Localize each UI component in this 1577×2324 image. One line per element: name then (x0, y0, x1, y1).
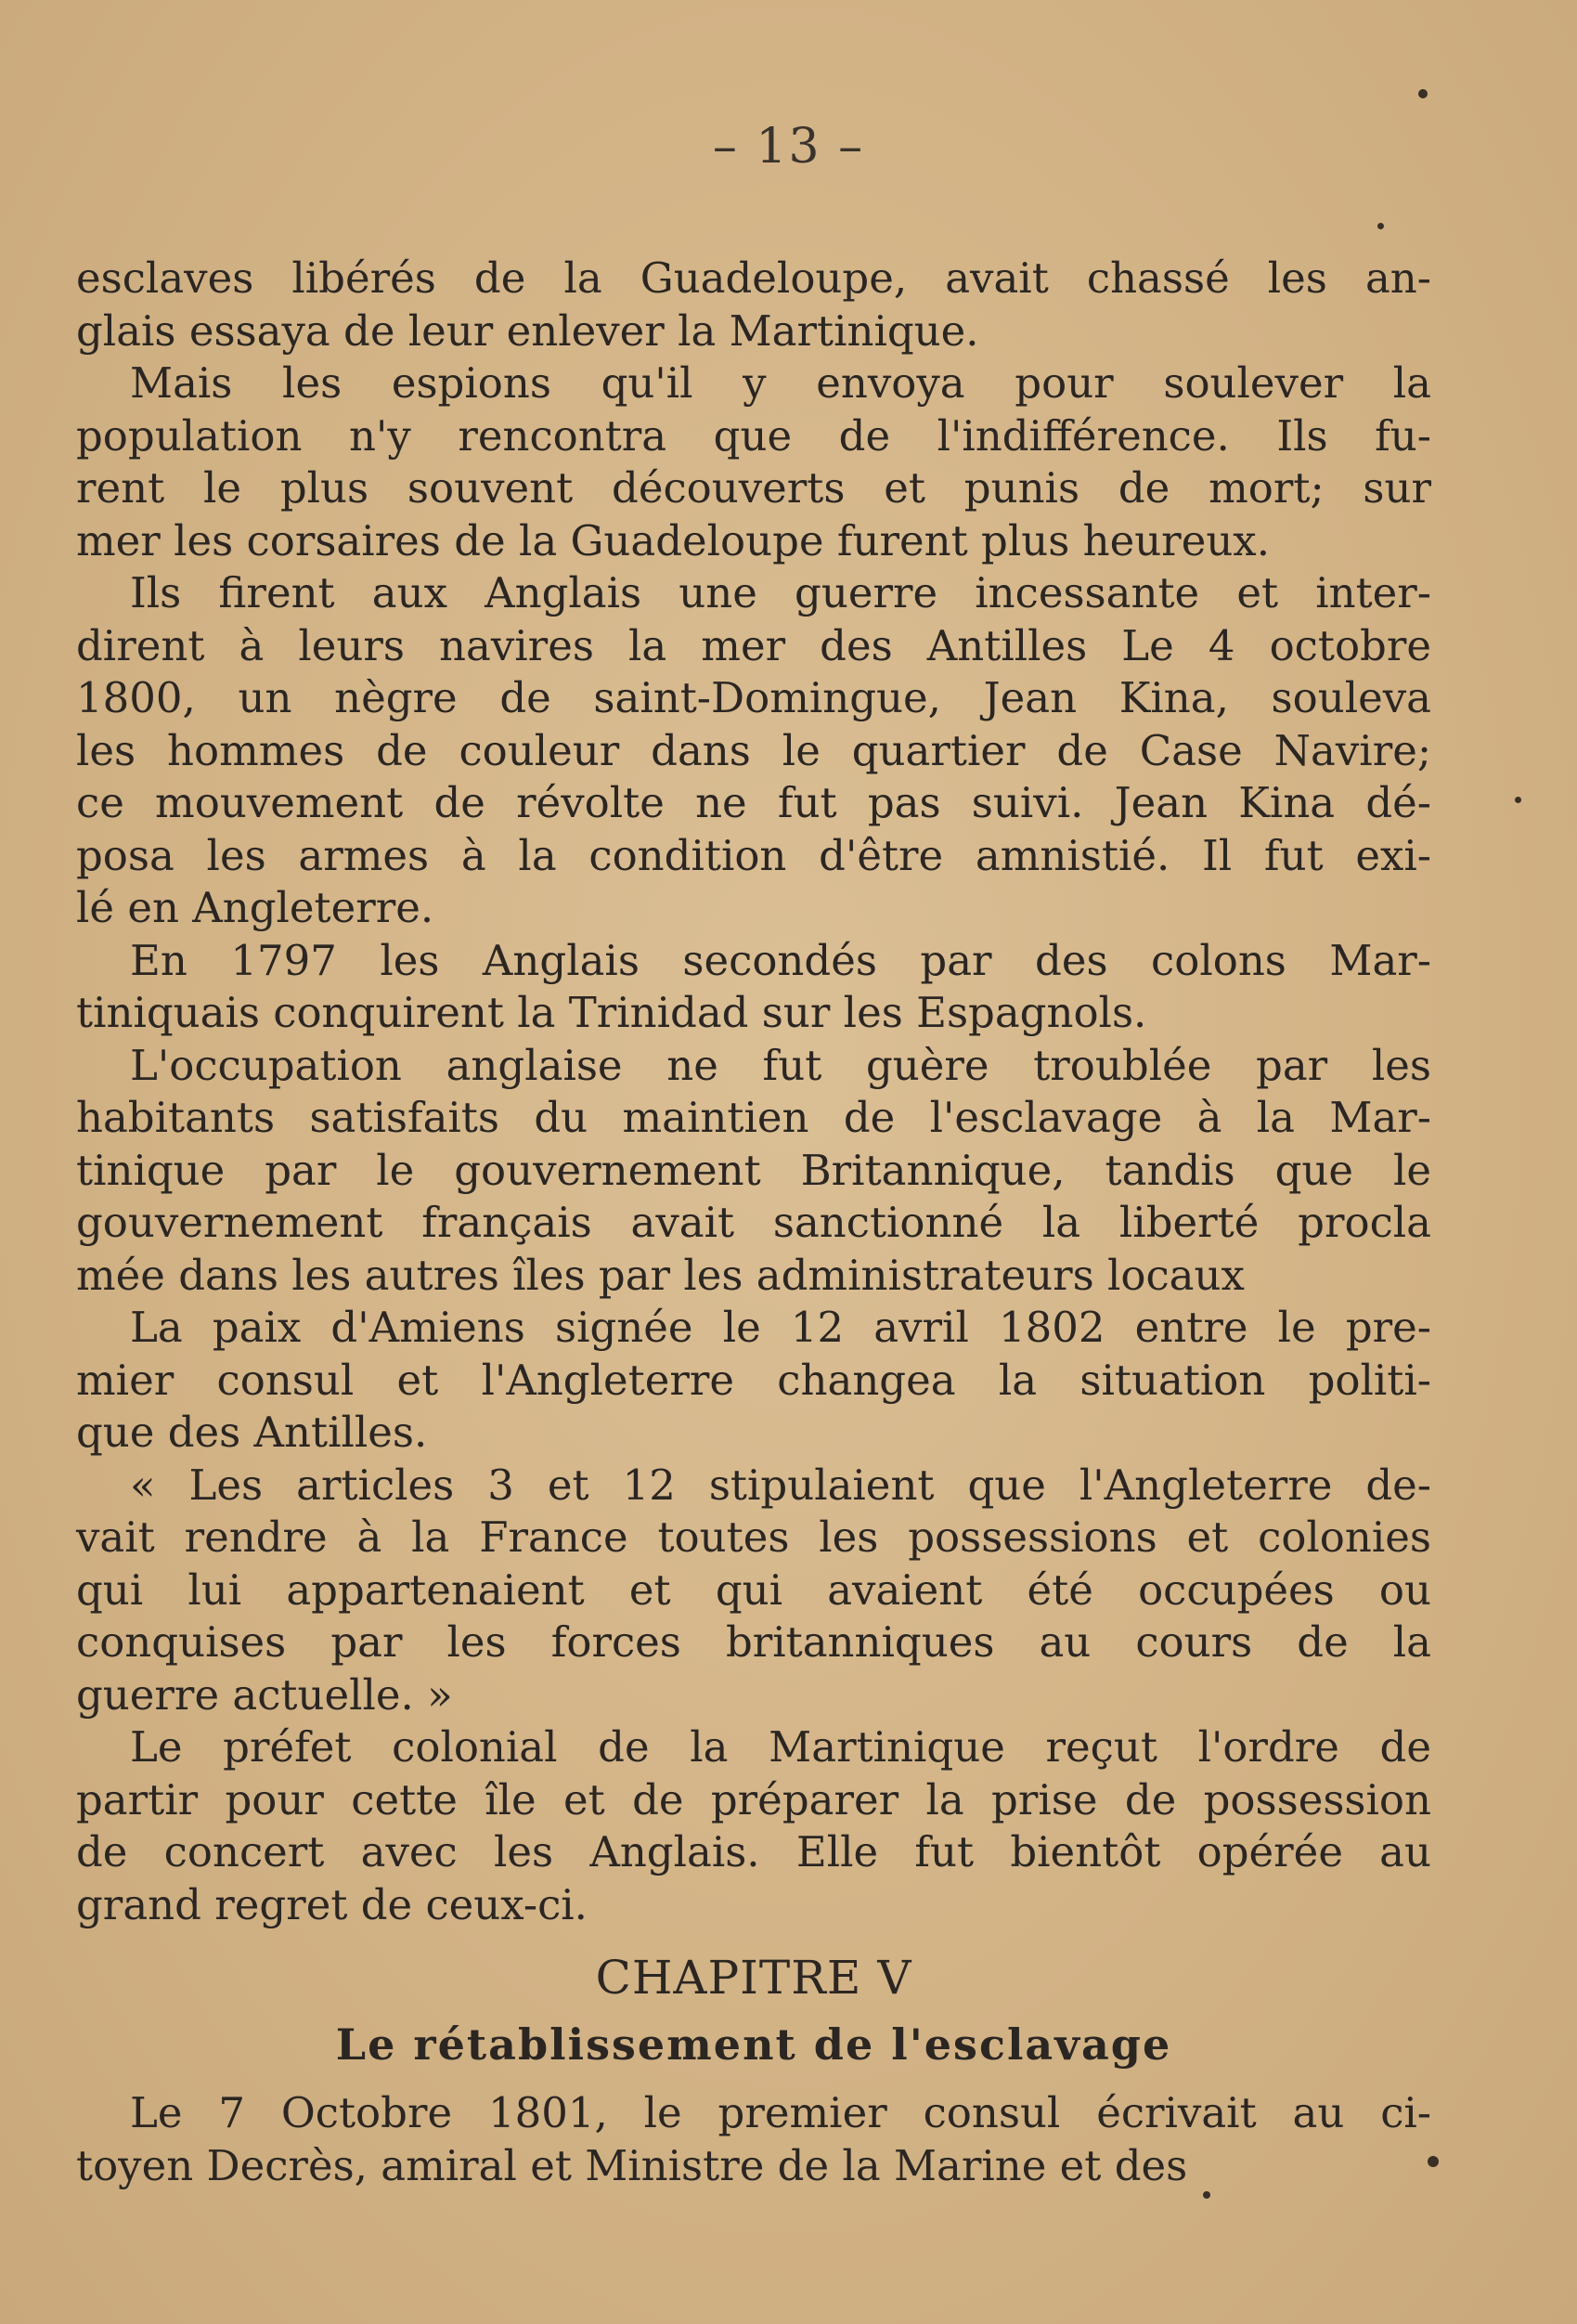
text-line: tinique par le gouvernement Britannique, tandis que le (76, 1145, 1431, 1195)
paragraph (76, 2087, 1431, 2192)
text-line: population n'y rencontra que de l'indifférence. Ils fu- (76, 410, 1431, 461)
text-line: lé en Angleterre. (76, 883, 434, 932)
text-line: esclaves libérés de la Guadeloupe, avait chassé les an- (76, 253, 1431, 303)
text-line: Le préfet colonial de la Martinique reçut l'ordre de (130, 1722, 1431, 1772)
text-line: « Les articles 3 et 12 stipulaient que l'Angleterre de- (130, 1460, 1431, 1510)
text-line: de concert avec les Anglais. Elle fut bientôt opérée au (76, 1827, 1431, 1876)
print-speck (1418, 89, 1428, 98)
text-line: Mais les espions qu'il y envoya pour soulever la (130, 358, 1431, 408)
text-line: posa les armes à la condition d'être amnistié. Il fut exi- (76, 830, 1431, 880)
text-line: grand regret de ceux-ci. (76, 1879, 588, 1929)
text-line: En 1797 les Anglais secondés par des colons Mar- (130, 935, 1431, 985)
text-line: habitants satisfaits du maintien de l'esclavage à la Mar- (76, 1093, 1431, 1142)
paragraph (76, 253, 1431, 357)
print-speck (1515, 797, 1521, 803)
text-line: dirent à leurs navires la mer des Antilles Le 4 octobre (76, 620, 1431, 670)
text-line: glais essaya de leur enlever la Martinique. (76, 305, 979, 356)
text-line: gouvernement français avait sanctionné la liberté procla (76, 1198, 1431, 1247)
print-speck (1203, 2191, 1210, 2199)
text-line: mer les corsaires de la Guadeloupe furent plus heureux. (76, 515, 1270, 565)
text-line: mier consul et l'Angleterre changea la situation politi- (76, 1355, 1431, 1405)
text-line: La paix d'Amiens signée le 12 avril 1802 entre le pre- (130, 1303, 1431, 1352)
text-line: tiniquais conquirent la Trinidad sur les Espagnols. (76, 988, 1147, 1037)
print-speck (1428, 2156, 1439, 2167)
paragraph (76, 935, 1431, 1040)
text-line: ce mouvement de révolte ne fut pas suivi. Jean Kina dé- (76, 778, 1431, 827)
chapter-title: Le rétablissement de l'esclavage (335, 2019, 1172, 2070)
chapter-number: CHAPITRE V (595, 1951, 912, 2005)
text-line: les hommes de couleur dans le quartier de Case Navire; (76, 725, 1431, 775)
paragraphs-before-chapter (76, 253, 1431, 1931)
print-speck (1377, 223, 1384, 229)
text-line: mée dans les autres îles par les administrateurs locaux (76, 1250, 1245, 1300)
text-line: vait rendre à la France toutes les possessions et colonies (76, 1513, 1431, 1562)
text-line: qui lui appartenaient et qui avaient été occupées ou (76, 1564, 1431, 1615)
paragraph (76, 567, 1431, 935)
paragraph (76, 1721, 1431, 1931)
body-text (76, 253, 1431, 2192)
text-line: conquises par les forces britanniques au cours de la (76, 1617, 1431, 1667)
paragraph (76, 357, 1431, 567)
text-line: rent le plus souvent découverts et punis de mort; sur (76, 463, 1431, 513)
text-line: que des Antilles. (76, 1408, 428, 1457)
text-line: Ils firent aux Anglais une guerre incessante et inter- (130, 568, 1431, 617)
text-line: toyen Decrès, amiral et Ministre de la Marine et des (76, 2140, 1188, 2190)
paragraphs-after-chapter (76, 2087, 1431, 2192)
paragraph (76, 1040, 1431, 1303)
text-line: partir pour cette île et de préparer la prise de possession (76, 1774, 1431, 1824)
text-line: 1800, un nègre de saint-Domingue, Jean Kina, souleva (76, 673, 1431, 722)
paragraph (76, 1302, 1431, 1460)
paragraph (76, 1460, 1431, 1722)
text-line: L'occupation anglaise ne fut guère troublée par les (130, 1040, 1431, 1090)
page-number: – 13 – (712, 119, 865, 175)
text-line: Le 7 Octobre 1801, le premier consul écrivait au ci- (130, 2088, 1431, 2137)
text-line: guerre actuelle. » (76, 1669, 453, 1720)
